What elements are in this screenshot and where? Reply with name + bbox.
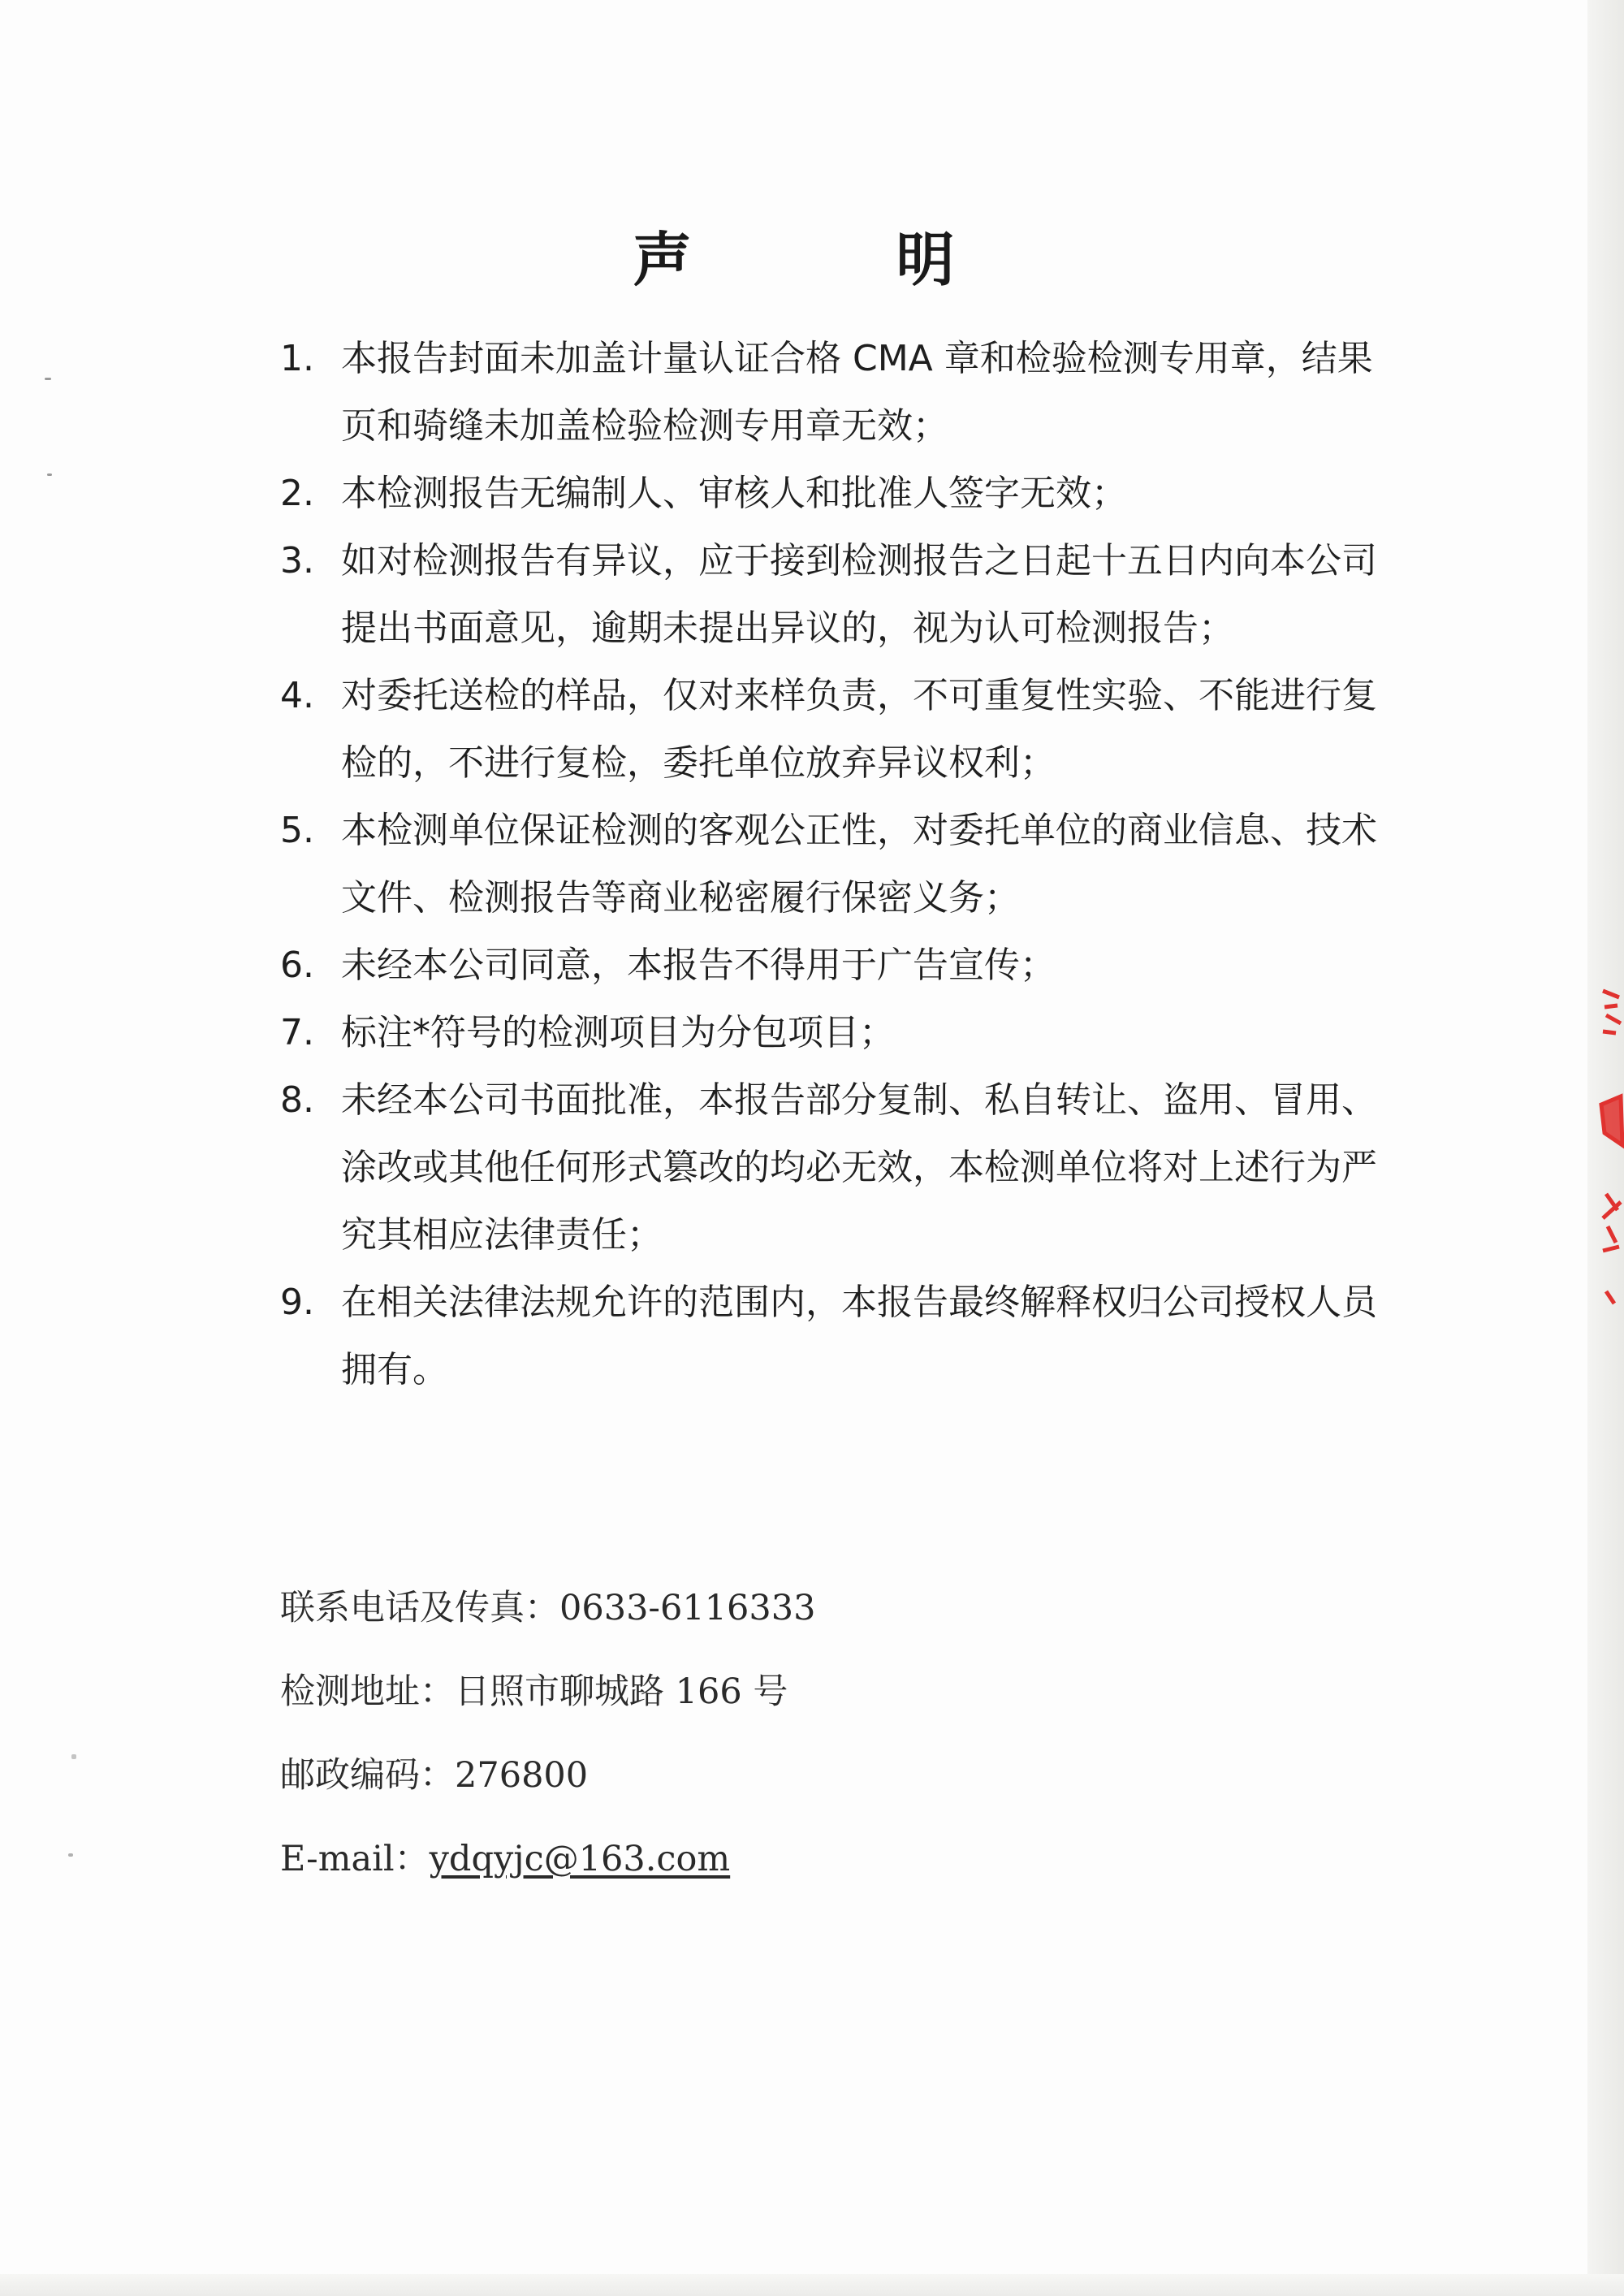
list-item	[280, 1269, 1384, 1403]
email-label: E-mail：	[280, 1839, 430, 1879]
list-item	[280, 325, 1384, 460]
scan-speck	[45, 378, 51, 380]
item-number: 9.	[280, 1282, 314, 1323]
page-title: 声 明	[633, 225, 1028, 294]
address-label: 检测地址：	[280, 1671, 455, 1712]
item-number: 3.	[280, 540, 314, 582]
address-line	[280, 1663, 815, 1747]
list-item	[280, 1066, 1384, 1269]
address-value: 日照市聊城路 166 号	[455, 1671, 788, 1712]
phone-line	[280, 1580, 815, 1663]
item-number: 5.	[280, 810, 314, 851]
email-line	[280, 1831, 815, 1914]
seal-stamp-fragment	[1598, 983, 1624, 1308]
item-number: 2.	[280, 473, 314, 514]
scan-speck	[68, 1853, 73, 1857]
postcode-value: 276800	[455, 1755, 589, 1796]
list-item	[280, 460, 1384, 527]
phone-label: 联系电话及传真：	[280, 1588, 559, 1628]
email-link[interactable]: ydqyjc@163.com	[429, 1839, 731, 1879]
item-text: 在相关法律法规允许的范围内，本报告最终解释权归公司授权人员拥有。	[341, 1282, 1377, 1390]
list-item	[280, 662, 1384, 797]
contact-block	[280, 1580, 815, 1914]
item-text: 本报告封面未加盖计量认证合格 CMA 章和检验检测专用章，结果页和骑缝未加盖检验检测专用章无效；	[341, 338, 1373, 447]
scan-speck	[71, 1754, 76, 1759]
item-number: 1.	[280, 338, 314, 379]
item-text: 未经本公司书面批准，本报告部分复制、私自转让、盗用、冒用、涂改或其他任何形式篡改的均必无效，本检测单位将对上述行为严究其相应法律责任；	[341, 1079, 1377, 1256]
item-number: 8.	[280, 1079, 314, 1121]
item-text: 本检测单位保证检测的客观公正性，对委托单位的商业信息、技术文件、检测报告等商业秘密履行保密义务；	[341, 810, 1377, 919]
postcode-line	[280, 1747, 815, 1831]
item-text: 标注*符号的检测项目为分包项目；	[341, 1012, 895, 1053]
scan-speck	[47, 473, 52, 476]
item-number: 7.	[280, 1012, 314, 1053]
scan-edge-bottom	[0, 2274, 1624, 2296]
item-text: 对委托送检的样品，仅对来样负责，不可重复性实验、不能进行复检的，不进行复检，委托单位放弃异议权利；	[341, 675, 1377, 784]
list-item	[280, 932, 1384, 999]
item-text: 如对检测报告有异议，应于接到检测报告之日起十五日内向本公司提出书面意见，逾期未提出异议的，视为认可检测报告；	[341, 540, 1377, 649]
list-item	[280, 999, 1384, 1066]
phone-value: 0633-6116333	[559, 1588, 816, 1628]
item-number: 6.	[280, 945, 314, 986]
declaration-list	[280, 325, 1384, 1403]
list-item	[280, 527, 1384, 662]
list-item	[280, 797, 1384, 932]
item-number: 4.	[280, 675, 314, 716]
item-text: 未经本公司同意，本报告不得用于广告宣传；	[341, 945, 1056, 986]
item-text: 本检测报告无编制人、审核人和批准人签字无效；	[341, 473, 1127, 514]
postcode-label: 邮政编码：	[280, 1755, 455, 1796]
